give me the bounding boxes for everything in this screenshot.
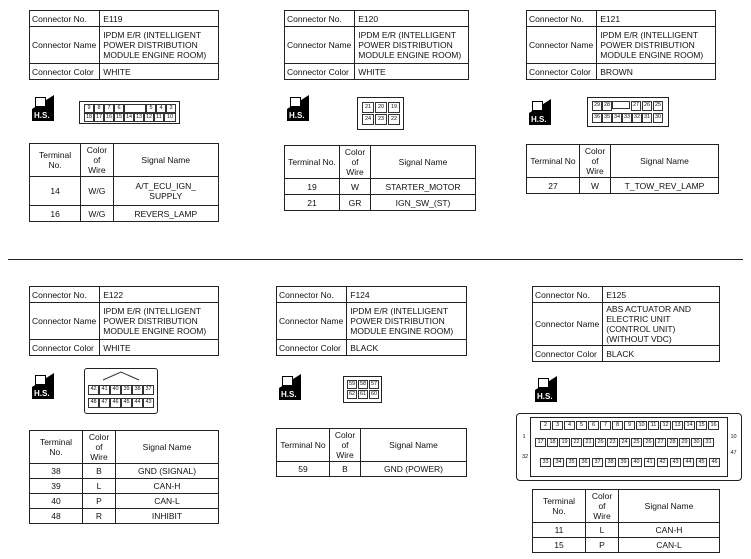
hs-badge	[32, 373, 54, 399]
signal-name-header: Signal Name	[371, 146, 476, 179]
connector-info-table	[532, 286, 720, 362]
signal-name: CAN-H	[619, 523, 720, 538]
signal-name-header: Signal Name	[113, 144, 218, 177]
connector-color-value: BROWN	[597, 64, 716, 80]
pin: 24	[619, 438, 630, 447]
pin: 22	[571, 438, 582, 447]
table-row	[30, 464, 219, 479]
wire-color-header: Color of Wire	[580, 145, 611, 178]
terminal-no-header: Terminal No.	[30, 144, 81, 177]
connector-face-f124	[343, 376, 382, 403]
wire-color: R	[83, 509, 116, 524]
blank-cavity	[124, 104, 146, 113]
table-row	[285, 195, 476, 211]
hs-badge	[287, 95, 309, 121]
pin: 47	[730, 450, 737, 456]
table-row	[30, 177, 219, 206]
connector-name-label: Connector Name	[285, 27, 355, 64]
hs-label: H.S.	[531, 115, 547, 124]
terminal-no: 11	[533, 523, 586, 538]
pin: 21	[583, 438, 594, 447]
pin: 3	[166, 104, 176, 113]
connector-name-label: Connector Name	[527, 27, 597, 64]
connector-color-value: WHITE	[100, 64, 219, 80]
wire-color: P	[586, 538, 619, 553]
connector-no-value: E119	[100, 11, 219, 27]
pin: 31	[703, 438, 714, 447]
connector-face-e121	[587, 97, 669, 127]
pin: 6	[588, 421, 599, 430]
pin: 16	[105, 114, 113, 120]
wire-color: W/G	[81, 206, 113, 222]
terminal-no-header: Terminal No.	[285, 146, 340, 179]
wire-color-header: Color of Wire	[340, 146, 371, 179]
pin: 20	[375, 102, 387, 113]
connector-info-table	[526, 10, 716, 80]
signal-name: CAN-L	[116, 494, 219, 509]
connector-no-value: E120	[355, 11, 469, 27]
signal-name-header: Signal Name	[619, 490, 720, 523]
pin: 10	[730, 434, 737, 440]
connector-color-label: Connector Color	[533, 346, 603, 362]
connector-no-label: Connector No.	[285, 11, 355, 27]
connector-color-value: BLACK	[347, 340, 467, 356]
pin: 12	[145, 114, 153, 120]
pin: 19	[388, 102, 400, 113]
connector-no-label: Connector No.	[30, 287, 100, 303]
connector-no-value: E125	[603, 287, 720, 303]
pin: 36	[579, 458, 590, 467]
signal-name: GND (POWER)	[361, 462, 467, 477]
pin: 21	[362, 102, 374, 113]
pin: 19	[559, 438, 570, 447]
pin: 41	[644, 458, 655, 467]
signal-name-header: Signal Name	[116, 431, 219, 464]
connector-face-e119	[79, 101, 180, 124]
terminal-no: 15	[533, 538, 586, 553]
pin: 40	[631, 458, 642, 467]
pin: 8	[94, 104, 104, 113]
pin: 62	[348, 391, 356, 397]
connector-color-label: Connector Color	[30, 64, 100, 80]
pin: 35	[566, 458, 577, 467]
pin: 18	[547, 438, 558, 447]
pin: 18	[85, 114, 93, 120]
terminal-table-e120	[284, 145, 476, 211]
terminal-no: 21	[285, 195, 340, 211]
terminal-no: 27	[527, 178, 580, 194]
pin: 38	[605, 458, 616, 467]
connector-name-value: IPDM E/R (INTELLIGENT POWER DISTRIBUTION MODULE ENGINE ROOM)	[355, 27, 469, 64]
connector-no-value: F124	[347, 287, 467, 303]
pin: 4	[156, 104, 166, 113]
connector-e120	[284, 10, 469, 80]
connector-name-label: Connector Name	[30, 27, 100, 64]
pin: 48	[88, 398, 99, 408]
pin: 25	[631, 438, 642, 447]
pin: 32	[632, 113, 642, 123]
connector-f124	[276, 286, 467, 356]
pin: 41	[99, 385, 110, 395]
pin: 43	[670, 458, 681, 467]
hs-label: H.S.	[34, 389, 50, 398]
pin: 11	[154, 113, 164, 122]
pin: 44	[683, 458, 694, 467]
pin: 61	[359, 391, 367, 397]
wire-color: L	[586, 523, 619, 538]
connector-face-e125	[516, 413, 742, 481]
hs-badge	[529, 99, 551, 125]
pin: 31	[642, 113, 652, 123]
connector-name-value: IPDM E/R (INTELLIGENT POWER DISTRIBUTION MODULE ENGINE ROOM)	[597, 27, 716, 64]
pin: 13	[135, 114, 143, 120]
connector-face-e122	[84, 368, 158, 414]
connector-e119	[29, 10, 219, 80]
terminal-table-f124	[276, 428, 467, 477]
connector-name-label: Connector Name	[277, 303, 347, 340]
pin: 27	[631, 101, 641, 111]
pin: 10	[164, 113, 176, 122]
table-row	[285, 179, 476, 195]
terminal-no: 14	[30, 177, 81, 206]
terminal-table-e122	[29, 430, 219, 524]
pin: 39	[618, 458, 629, 467]
connector-no-label: Connector No.	[527, 11, 597, 27]
pin: 2	[540, 421, 551, 430]
connector-no-label: Connector No.	[277, 287, 347, 303]
pin: 35	[602, 113, 612, 123]
pin: 40	[110, 385, 121, 395]
pin: 17	[535, 438, 546, 447]
terminal-no-header: Terminal No	[277, 429, 330, 462]
terminal-no: 38	[30, 464, 83, 479]
terminal-no-header: Terminal No.	[533, 490, 586, 523]
hs-label: H.S.	[289, 111, 305, 120]
connector-name-value: ABS ACTUATOR AND ELECTRIC UNIT (CONTROL UNIT) (WITHOUT VDC)	[603, 303, 720, 346]
pin: 47	[99, 398, 110, 408]
pin: 29	[679, 438, 690, 447]
connector-info-table	[276, 286, 467, 356]
terminal-no: 59	[277, 462, 330, 477]
pin: 37	[143, 385, 154, 395]
pin: 46	[709, 458, 720, 467]
pin: 38	[132, 385, 143, 395]
table-row	[30, 509, 219, 524]
connector-name-value: IPDM E/R (INTELLIGENT POWER DISTRIBUTION MODULE ENGINE ROOM)	[347, 303, 467, 340]
terminal-table-e125	[532, 489, 720, 553]
table-row	[30, 494, 219, 509]
connector-name-label: Connector Name	[533, 303, 603, 346]
table-row	[533, 523, 720, 538]
connector-info-table	[29, 286, 219, 356]
hs-badge	[279, 374, 301, 400]
connector-e125	[532, 286, 720, 362]
signal-name: CAN-L	[619, 538, 720, 553]
terminal-no: 19	[285, 179, 340, 195]
pin: 14	[125, 114, 133, 120]
connector-e121	[526, 10, 716, 80]
pin: 26	[643, 438, 654, 447]
wire-color-header: Color of Wire	[330, 429, 361, 462]
connector-color-value: BLACK	[603, 346, 720, 362]
signal-name: GND (SIGNAL)	[116, 464, 219, 479]
pin: 33	[622, 113, 632, 123]
connector-info-table	[29, 10, 219, 80]
connector-face-e120	[357, 97, 404, 130]
pin: 26	[595, 438, 606, 447]
pin: 45	[696, 458, 707, 467]
terminal-no-header: Terminal No.	[30, 431, 83, 464]
connector-color-label: Connector Color	[30, 340, 100, 356]
signal-name: A/T_ECU_IGN_ SUPPLY	[113, 177, 218, 206]
signal-name: T_TOW_REV_LAMP	[611, 178, 719, 194]
connector-e122	[29, 286, 219, 356]
table-row	[30, 206, 219, 222]
connector-no-label: Connector No.	[30, 11, 100, 27]
pin: 15	[696, 421, 707, 430]
pin: 7	[600, 421, 611, 430]
pin: 9	[624, 421, 635, 430]
signal-name: INHIBIT	[116, 509, 219, 524]
pin: 15	[115, 114, 123, 120]
pin: 42	[657, 458, 668, 467]
pin: 7	[104, 104, 114, 113]
pin: 34	[553, 458, 564, 467]
pin: 33	[540, 458, 551, 467]
signal-name: IGN_SW_(ST)	[371, 195, 476, 211]
pin: 10	[636, 421, 647, 430]
connector-color-label: Connector Color	[285, 64, 355, 80]
wire-color: W	[580, 178, 611, 194]
table-row	[527, 178, 719, 194]
pin: 58	[359, 381, 367, 387]
pin: 23	[607, 438, 618, 447]
connector-name-value: IPDM E/R (INTELLIGENT POWER DISTRIBUTION MODULE ENGINE ROOM)	[100, 27, 219, 64]
connector-no-label: Connector No.	[533, 287, 603, 303]
connector-color-value: WHITE	[100, 340, 219, 356]
hs-label: H.S.	[537, 392, 553, 401]
pin: 59	[348, 381, 356, 387]
pin: 5	[146, 104, 156, 113]
terminal-no: 48	[30, 509, 83, 524]
signal-name-header: Signal Name	[361, 429, 467, 462]
terminal-no: 40	[30, 494, 83, 509]
hs-label: H.S.	[34, 111, 50, 120]
connector-no-value: E121	[597, 11, 716, 27]
table-row	[277, 462, 467, 477]
pin: 60	[370, 391, 378, 397]
connector-no-value: E122	[100, 287, 219, 303]
pin: 14	[684, 421, 695, 430]
pin: 36	[592, 113, 602, 123]
wire-color-header: Color of Wire	[586, 490, 619, 523]
pin: 16	[708, 421, 719, 430]
pin: 23	[375, 114, 387, 125]
pin: 46	[110, 398, 121, 408]
hs-label: H.S.	[281, 390, 297, 399]
pin: 28	[667, 438, 678, 447]
pin: 37	[592, 458, 603, 467]
pin: 39	[121, 385, 132, 395]
connector-info-table	[284, 10, 469, 80]
pin: 24	[362, 114, 374, 125]
terminal-table-e121	[526, 144, 719, 194]
pin: 28	[602, 101, 612, 111]
wire-color: P	[83, 494, 116, 509]
pin: 34	[612, 113, 622, 123]
signal-name: CAN-H	[116, 479, 219, 494]
pin: 45	[121, 398, 132, 408]
connector-color-value: WHITE	[355, 64, 469, 80]
pin: 3	[552, 421, 563, 430]
signal-name: STARTER_MOTOR	[371, 179, 476, 195]
wire-color: GR	[340, 195, 371, 211]
signal-name: REVERS_LAMP	[113, 206, 218, 222]
pin: 32	[521, 454, 529, 460]
pin: 25	[653, 101, 663, 111]
pin: 5	[576, 421, 587, 430]
wire-color: W	[340, 179, 371, 195]
pin: 9	[84, 104, 94, 113]
terminal-no: 39	[30, 479, 83, 494]
pin: 26	[642, 101, 652, 111]
pin: 29	[592, 101, 602, 111]
wire-color: L	[83, 479, 116, 494]
hs-badge	[535, 376, 557, 402]
pin: 43	[143, 398, 154, 408]
table-row	[30, 479, 219, 494]
blank-cavity	[612, 101, 630, 109]
terminal-no: 16	[30, 206, 81, 222]
latch-icon	[85, 369, 157, 383]
hs-badge	[32, 95, 54, 121]
table-row	[533, 538, 720, 553]
connector-color-label: Connector Color	[277, 340, 347, 356]
pin: 30	[653, 113, 663, 123]
pin: 6	[114, 104, 124, 113]
connector-color-label: Connector Color	[527, 64, 597, 80]
connector-name-label: Connector Name	[30, 303, 100, 340]
pin: 27	[655, 438, 666, 447]
wire-color: B	[330, 462, 361, 477]
pin: 8	[612, 421, 623, 430]
wire-color-header: Color of Wire	[81, 144, 113, 177]
wire-color-header: Color of Wire	[83, 431, 116, 464]
pin: 13	[672, 421, 683, 430]
pin: 1	[520, 434, 528, 441]
pin: 22	[388, 114, 400, 125]
connector-name-value: IPDM E/R (INTELLIGENT POWER DISTRIBUTION MODULE ENGINE ROOM)	[100, 303, 219, 340]
terminal-table-e119	[29, 143, 219, 222]
pin: 42	[88, 385, 99, 395]
pin: 12	[660, 421, 671, 430]
wire-color: B	[83, 464, 116, 479]
wire-color: W/G	[81, 177, 113, 206]
pin: 30	[691, 438, 702, 447]
pin: 4	[564, 421, 575, 430]
pin: 11	[648, 421, 659, 430]
terminal-no-header: Terminal No	[527, 145, 580, 178]
pin: 17	[95, 114, 103, 120]
pin: 44	[132, 398, 143, 408]
signal-name-header: Signal Name	[611, 145, 719, 178]
pin: 57	[370, 381, 378, 387]
section-divider	[8, 259, 743, 260]
